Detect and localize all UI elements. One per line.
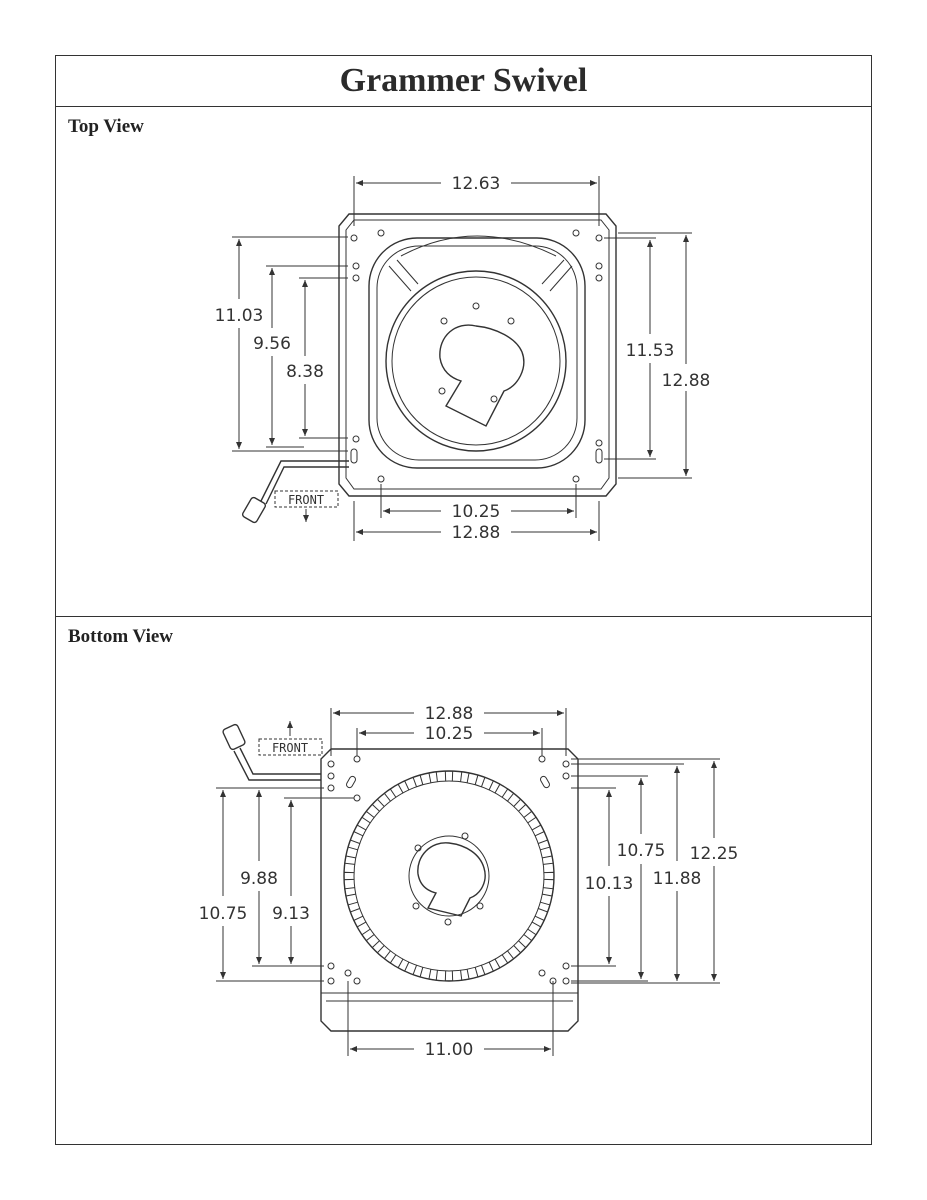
dim-label: 11.53 — [625, 341, 675, 361]
gear-tooth — [445, 971, 452, 981]
dim-left-9-88 — [240, 788, 324, 966]
dim-label: 11.03 — [214, 306, 264, 326]
dim-label: 10.25 — [451, 502, 501, 522]
gear-ring — [344, 771, 554, 981]
gear-tooth — [362, 811, 374, 823]
bottom-view-drawing — [56, 616, 871, 1144]
dim-right-11-53 — [604, 238, 674, 459]
dim-label: 10.25 — [424, 724, 474, 744]
gear-tooth — [362, 929, 374, 941]
dim-label: 9.88 — [240, 869, 278, 889]
top-view-drawing — [56, 106, 871, 616]
gear-tooth — [542, 888, 553, 896]
dim-label: 12.63 — [451, 174, 501, 194]
page-title: Grammer Swivel — [339, 62, 588, 99]
gear-tooth — [429, 969, 437, 980]
gear-tooth — [345, 888, 356, 896]
mount-key-shape — [418, 843, 485, 916]
dim-top-10-25 — [357, 724, 542, 756]
dim-bottom-10-25 — [381, 484, 576, 522]
gear-tooth — [461, 969, 469, 980]
gear-tooth — [372, 799, 384, 811]
front-indicator — [275, 491, 338, 522]
front-label: FRONT — [287, 493, 325, 507]
gear-tooth — [502, 951, 514, 963]
dim-label: 9.13 — [272, 904, 310, 924]
dim-label: 10.75 — [616, 841, 666, 861]
gear-tooth — [429, 772, 437, 783]
gear-tooth — [542, 856, 553, 864]
dim-label: 10.13 — [584, 874, 634, 894]
dim-label: 8.38 — [286, 362, 324, 382]
dim-left-9-56 — [253, 266, 348, 447]
gear-tooth — [544, 872, 554, 879]
gear-tooth — [502, 789, 514, 801]
gear-tooth — [524, 811, 536, 823]
dim-label: 12.88 — [451, 523, 501, 543]
gear-tooth — [384, 789, 396, 801]
front-label: FRONT — [271, 741, 309, 755]
page-frame — [55, 55, 872, 1145]
gear-tooth — [514, 941, 526, 953]
mount-key-shape — [440, 325, 524, 426]
dim-label: 12.25 — [689, 844, 739, 864]
front-indicator — [259, 721, 322, 755]
dim-right-10-13 — [571, 788, 633, 966]
top-view-label: Top View — [68, 116, 144, 137]
gear-tooth — [344, 872, 354, 879]
dim-label: 11.00 — [424, 1040, 474, 1060]
gear-tooth — [372, 941, 384, 953]
bottom-view-label: Bottom View — [68, 626, 174, 647]
gear-tooth — [514, 799, 526, 811]
dim-label: 9.56 — [253, 334, 291, 354]
gear-tooth — [384, 951, 396, 963]
gear-tooth — [524, 929, 536, 941]
gear-tooth — [461, 772, 469, 783]
dim-top-width — [354, 174, 599, 226]
gear-tooth — [345, 856, 356, 864]
top-view-section — [56, 106, 871, 617]
dim-left-9-13 — [272, 798, 354, 966]
dim-label: 12.88 — [661, 371, 711, 391]
bottom-view-section — [56, 616, 871, 1144]
dim-label: 11.88 — [652, 869, 702, 889]
dim-label: 12.88 — [424, 704, 474, 724]
gear-tooth — [445, 771, 452, 781]
title-row — [56, 56, 871, 107]
dim-label: 10.75 — [198, 904, 248, 924]
